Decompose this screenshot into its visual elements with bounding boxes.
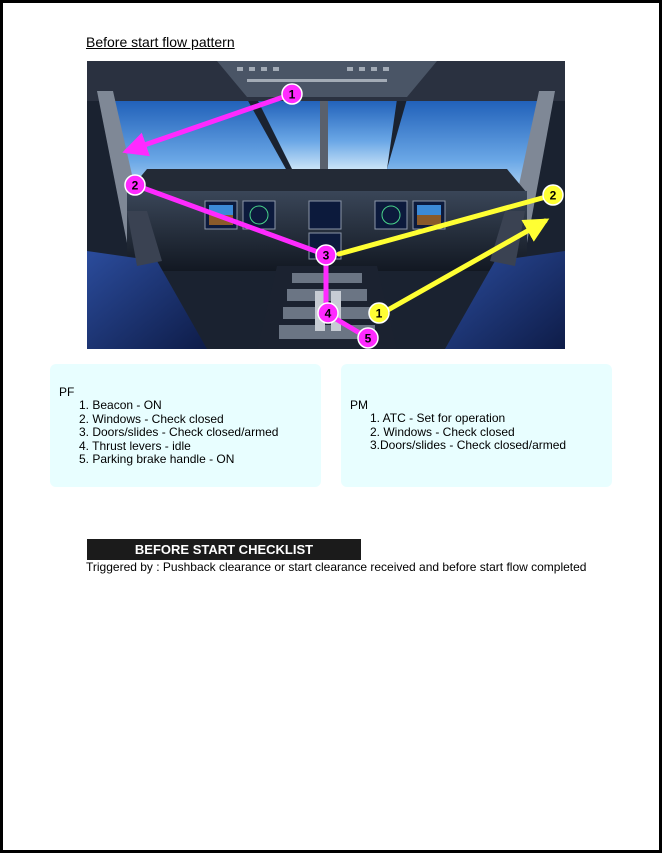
pf-marker-2 [125,175,145,195]
svg-text:5: 5 [364,331,372,346]
svg-text:2: 2 [131,178,139,193]
svg-text:1: 1 [375,306,383,321]
pf-item: 5. Parking brake handle - ON [79,452,235,466]
pf-marker-4 [318,303,338,323]
pm-item: 1. ATC - Set for operation [370,411,506,425]
pm-title: PM [350,398,368,412]
pm-item: 2. Windows - Check closed [370,424,515,439]
pf-flow-box [50,364,321,487]
pf-item: 1. Beacon - ON [79,398,162,412]
pm-item-list [370,412,566,453]
pm-marker-2 [543,185,563,205]
checklist-heading: BEFORE START CHECKLIST [87,539,361,560]
pf-marker-3 [316,245,336,265]
svg-text:1: 1 [288,87,296,102]
pm-flow-box [341,364,612,487]
svg-text:3: 3 [322,248,330,263]
svg-text:2: 2 [549,188,557,203]
pf-marker-1 [282,84,302,104]
pf-item: 2. Windows - Check closed [79,411,224,426]
pf-marker-5 [358,328,378,348]
checklist-trigger-text: Triggered by : Pushback clearance or start clearance received and before start flow completed [86,560,587,574]
pf-item: 3. Doors/slides - Check closed/armed [79,425,279,439]
pf-item: 4. Thrust levers - idle [79,438,191,453]
pm-item: 3.Doors/slides - Check closed/armed [370,438,567,452]
svg-text:4: 4 [324,306,332,321]
page-title: Before start flow pattern [86,34,235,50]
pf-title: PF [59,385,75,399]
pm-marker-1 [369,303,389,323]
pf-item-list [79,399,278,467]
cockpit-photo [87,61,565,349]
